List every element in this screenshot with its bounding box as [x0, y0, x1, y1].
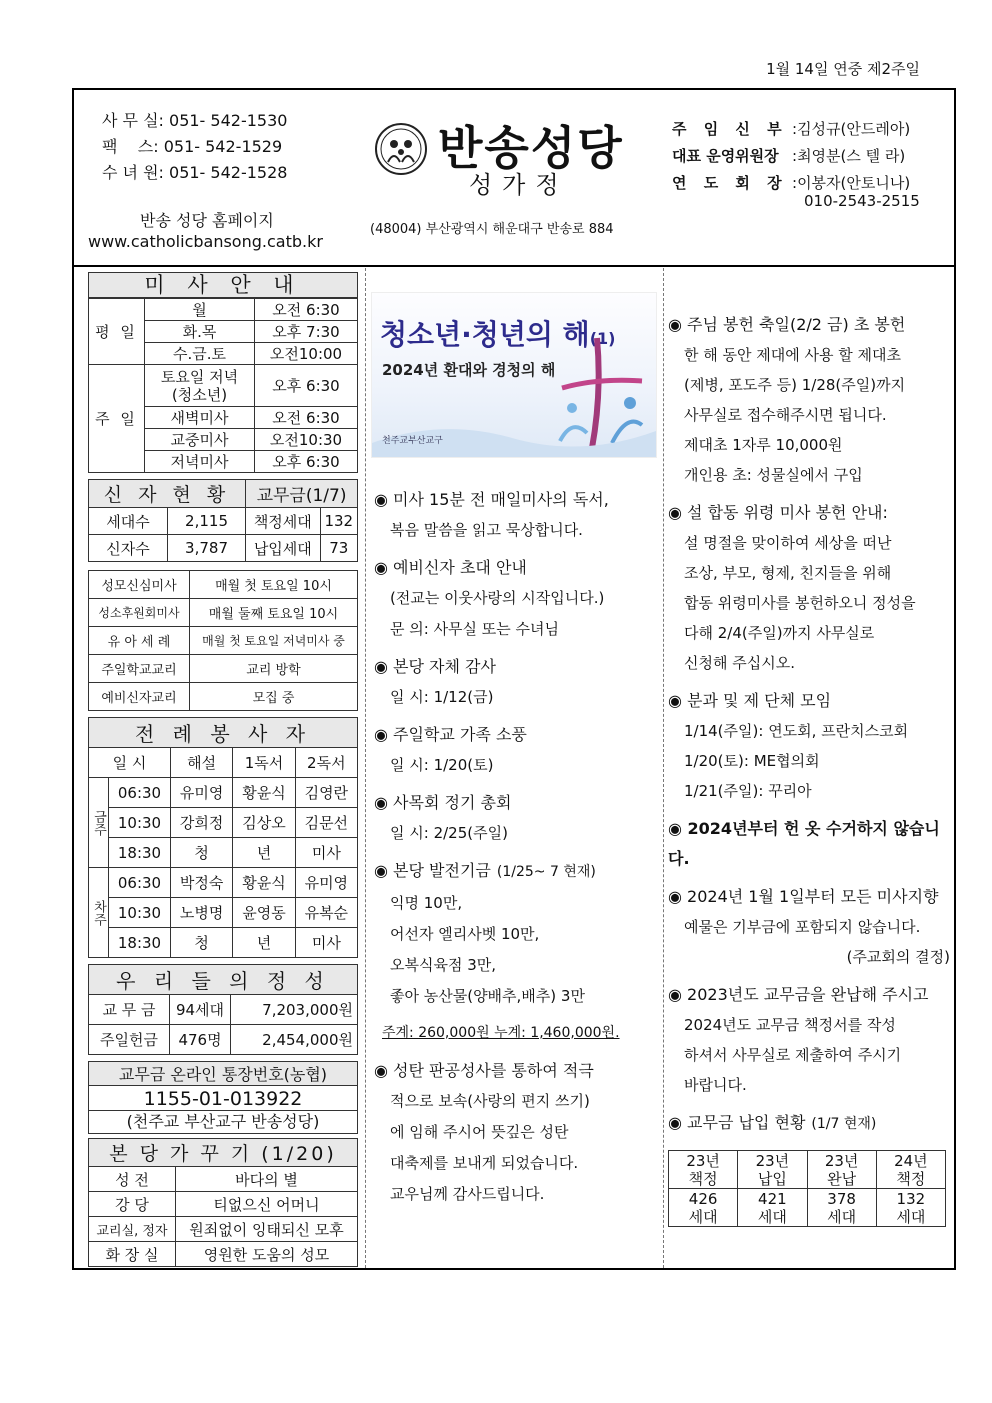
- notice-line: 신청해 주십시오.: [684, 654, 795, 672]
- mass-day: 토요일 저녁 (청소년): [145, 365, 255, 407]
- notice-line: 바랍니다.: [684, 1076, 747, 1094]
- notice-item: [668, 882, 950, 972]
- notice-line: (제병, 포도주 등) 1/28(주일)까지: [684, 376, 906, 394]
- church-address: (48004) 부산광역시 해운대구 반송로 884: [370, 222, 614, 237]
- notice-note: (1/7 현재): [811, 1116, 877, 1132]
- notice-title: ◉ 본당 자체 감사: [374, 657, 496, 676]
- notice-line: 다해 2/4(주일)까지 사무실로: [684, 624, 875, 642]
- church-name: 반송성당: [438, 121, 624, 175]
- server-cell: 18:30: [109, 838, 171, 868]
- church-subtitle: 성가정: [469, 171, 569, 199]
- member-value: 3,787: [168, 535, 246, 562]
- mass-day: 수.금.토: [145, 343, 255, 365]
- notice-line: 문 의: 사무실 또는 수녀님: [390, 620, 560, 638]
- notice-line: 사무실로 접수해주시면 됩니다.: [684, 406, 887, 424]
- notice-line: 오복식육점 3만,: [390, 956, 497, 974]
- mass-day: 월: [145, 299, 255, 321]
- mass-time: 오후 6:30: [255, 451, 358, 473]
- notice-item: [374, 855, 660, 1012]
- servers-header: 일 시: [89, 748, 171, 778]
- members-title: 신 자 현 황: [89, 480, 246, 508]
- fund-total: 주계: 260,000원 누계: 1,460,000원.: [382, 1025, 620, 1041]
- offering-count: 476명: [170, 1025, 231, 1055]
- member-value: 132: [320, 508, 357, 535]
- server-cell: 청: [170, 838, 232, 868]
- member-label: 책정세대: [246, 508, 320, 535]
- member-label: 세대수: [89, 508, 168, 535]
- offering-amount: 7,203,000원: [231, 995, 358, 1025]
- decor-name: 영원한 도움의 성모: [176, 1242, 358, 1267]
- offering-label: 교 무 금: [89, 995, 170, 1025]
- notice-line: 한 해 동안 제대에 사용 할 제대초: [684, 346, 901, 364]
- schedule-value: 매월 둘째 토요일 10시: [190, 599, 358, 627]
- notice-line: 설 명절을 맞이하여 세상을 떠난: [684, 534, 892, 552]
- dues-status-table: [668, 1150, 946, 1227]
- notice-line: 1/20(토): ME협의회: [684, 752, 820, 770]
- dues-value: 426 세대: [669, 1189, 738, 1227]
- member-label: 신자수: [89, 535, 168, 562]
- mass-day: 화.목: [145, 321, 255, 343]
- dues-value: 421 세대: [738, 1189, 807, 1227]
- notice-item: [668, 310, 950, 490]
- servers-table: [88, 717, 358, 958]
- account-table: [88, 1061, 358, 1134]
- notice-title: ◉ 2023년도 교무금을 완납해 주시고: [668, 985, 929, 1004]
- server-cell: 10:30: [109, 808, 171, 838]
- decor-title: 본 당 가 꾸 기 (1/20): [89, 1139, 358, 1167]
- server-cell: 유복순: [295, 898, 357, 928]
- member-value: 2,115: [168, 508, 246, 535]
- poster-org: 천주교부산교구: [382, 436, 443, 446]
- this-week-label: 금주: [89, 778, 109, 868]
- notice-title: ◉ 2024년 1월 1일부터 모든 미사지향: [668, 887, 939, 906]
- account-name: (천주교 부산교구 반송성당): [89, 1111, 358, 1134]
- notice-item: [668, 1108, 950, 1139]
- homepage-label: 반송 성당 홈페이지: [140, 211, 274, 230]
- dues-header: 24년 책정: [876, 1151, 945, 1189]
- server-cell: 강희정: [170, 808, 232, 838]
- notice-line: 에 임해 주시어 뜻깊은 성탄: [390, 1123, 569, 1141]
- notice-line: 좋아 농산물(양배추,배추) 3만: [390, 987, 585, 1005]
- mass-time: 오전 6:30: [255, 407, 358, 429]
- offering-label: 주일헌금: [89, 1025, 170, 1055]
- server-cell: 유미영: [295, 868, 357, 898]
- dues-title: 교무금(1/7): [246, 480, 358, 508]
- next-week-label: 차주: [89, 868, 109, 958]
- sunday-label: 주 일: [89, 365, 145, 473]
- notice-title: ◉ 분과 및 제 단체 모임: [668, 691, 832, 710]
- notice-title: ◉ 성탄 판공성사를 통하여 적극: [374, 1061, 594, 1080]
- mass-title: 미 사 안 내: [88, 272, 358, 298]
- dues-header: 23년 책정: [669, 1151, 738, 1189]
- notice-item: [374, 719, 660, 781]
- notice-title: ◉ 미사 15분 전 매일미사의 독서,: [374, 490, 609, 509]
- dues-header: 23년 완납: [807, 1151, 876, 1189]
- notice-line: 일 시: 1/12(금): [390, 688, 494, 706]
- decor-place: 교리실, 정자: [89, 1217, 176, 1242]
- notice-line: 개인용 초: 성물실에서 구입: [684, 466, 863, 484]
- column-divider-1: [365, 268, 366, 1268]
- notice-line: 조상, 부모, 형제, 친지들을 위해: [684, 564, 892, 582]
- notice-item: [374, 1018, 660, 1049]
- fax-phone: 팩 스: 051- 542-1529: [102, 137, 283, 156]
- poster-number: (1): [589, 329, 616, 348]
- dues-value: 132 세대: [876, 1189, 945, 1227]
- notice-title: ◉ 예비신자 초대 안내: [374, 558, 527, 577]
- notice-item: [374, 787, 660, 849]
- issue-date: 1월 14일 연중 제2주일: [766, 60, 920, 78]
- schedule-label: 주일학교교리: [89, 655, 190, 683]
- offering-count: 94세대: [170, 995, 231, 1025]
- decor-name: 티없으신 어머니: [176, 1192, 358, 1217]
- server-cell: 06:30: [109, 868, 171, 898]
- member-value: 73: [320, 535, 357, 562]
- server-cell: 황윤식: [233, 868, 295, 898]
- server-cell: 윤영동: [233, 898, 295, 928]
- notice-item: [668, 980, 950, 1100]
- offering-table: [88, 964, 358, 1055]
- notice-line: 일 시: 1/20(토): [390, 756, 494, 774]
- schedule-value: 모집 중: [190, 683, 358, 711]
- mass-table: [88, 298, 358, 473]
- decor-place: 화 장 실: [89, 1242, 176, 1267]
- notice-line: 복음 말씀을 읽고 묵상합니다.: [390, 521, 583, 539]
- parish-logo-icon: [374, 122, 428, 176]
- account-title: 교무금 온라인 통장번호(농협): [89, 1062, 358, 1086]
- server-cell: 미사: [295, 838, 357, 868]
- notice-title: ◉ 사목회 정기 총회: [374, 793, 512, 812]
- schedule-table: [88, 570, 358, 711]
- mass-day: 교중미사: [145, 429, 255, 451]
- offering-title: 우 리 들 의 정 성: [89, 965, 358, 995]
- notice-line: 예물은 기부금에 포함되지 않습니다.: [684, 918, 921, 936]
- notice-item: [374, 651, 660, 713]
- notice-line: (전교는 이웃사랑의 시작입니다.): [390, 589, 605, 607]
- schedule-label: 유 아 세 례: [89, 627, 190, 655]
- header-divider: [72, 265, 956, 267]
- schedule-label: 성소후원회미사: [89, 599, 190, 627]
- youth-year-poster: [371, 292, 657, 458]
- dues-header: 23년 납입: [738, 1151, 807, 1189]
- notice-line: 익명 10만,: [390, 894, 463, 912]
- notice-title: ◉ 본당 발전기금: [374, 861, 491, 880]
- notice-line: 1/21(주일): 꾸리아: [684, 782, 812, 800]
- servers-header: 1독서: [233, 748, 295, 778]
- decor-table: [88, 1138, 358, 1267]
- notice-line: 합동 위령미사를 봉헌하오니 정성을: [684, 594, 916, 612]
- server-cell: 유미영: [170, 778, 232, 808]
- server-cell: 년: [233, 838, 295, 868]
- schedule-value: 교리 방학: [190, 655, 358, 683]
- decor-place: 강 당: [89, 1192, 176, 1217]
- poster-subtitle: 2024년 환대와 경청의 해: [382, 361, 556, 379]
- server-cell: 18:30: [109, 928, 171, 958]
- account-number: 1155-01-013922: [89, 1086, 358, 1111]
- notice-title: ◉ 설 합동 위령 미사 봉헌 안내:: [668, 503, 888, 522]
- schedule-value: 매월 첫 토요일 10시: [190, 571, 358, 599]
- notice-line: 교우님께 감사드립니다.: [390, 1185, 545, 1203]
- left-column: [88, 272, 358, 1267]
- server-cell: 06:30: [109, 778, 171, 808]
- notice-item: [668, 498, 950, 678]
- schedule-value: 매월 첫 토요일 저녁미사 중: [190, 627, 358, 655]
- notice-line: 1/14(주일): 연도회, 프란치스코회: [684, 722, 909, 740]
- notice-item: [668, 814, 950, 874]
- column-divider-2: [663, 268, 664, 1268]
- servers-header: 해설: [170, 748, 232, 778]
- notice-item: [374, 1055, 660, 1210]
- notice-title: ◉ 주일학교 가족 소풍: [374, 725, 527, 744]
- convent-phone: 수 녀 원: 051- 542-1528: [102, 163, 288, 182]
- server-cell: 김상오: [233, 808, 295, 838]
- server-cell: 황윤식: [233, 778, 295, 808]
- notice-line: 대축제를 보내게 되었습니다.: [390, 1154, 579, 1172]
- decor-name: 원죄없이 잉태되신 모후: [176, 1217, 358, 1242]
- server-cell: 청: [170, 928, 232, 958]
- servers-title: 전 례 봉 사 자: [89, 718, 358, 748]
- weekday-label: 평 일: [89, 299, 145, 365]
- staff-phone: 010-2543-2515: [804, 192, 920, 210]
- mass-time: 오전 6:30: [255, 299, 358, 321]
- decor-name: 바다의 별: [176, 1167, 358, 1192]
- notice-line: 2024년도 교무금 책정서를 작성: [684, 1016, 896, 1034]
- dues-value: 378 세대: [807, 1189, 876, 1227]
- mass-time: 오전10:30: [255, 429, 358, 451]
- members-table: [88, 479, 358, 562]
- server-cell: 미사: [295, 928, 357, 958]
- notice-title: ◉ 교무금 납입 현황: [668, 1113, 806, 1132]
- server-cell: 김영란: [295, 778, 357, 808]
- server-cell: 년: [233, 928, 295, 958]
- mass-time: 오후 6:30: [255, 365, 358, 407]
- server-cell: 노병명: [170, 898, 232, 928]
- right-column: [668, 310, 950, 1147]
- notice-item: [374, 552, 660, 645]
- poster-title: 청소년·청년의 해: [380, 318, 590, 351]
- member-label: 납입세대: [246, 535, 320, 562]
- staff-list: 주 임 신 부 :김성규(안드레아) 대표 운영위원장 :최영분(스 텔 라) 연 도 회 장 :이봉자(안토니나): [672, 120, 911, 192]
- middle-column: [374, 484, 660, 1216]
- notice-note: (1/25~ 7 현재): [496, 864, 596, 880]
- mass-time: 오전10:00: [255, 343, 358, 365]
- homepage-url[interactable]: www.catholicbansong.catb.kr: [88, 232, 323, 251]
- mass-day: 새벽미사: [145, 407, 255, 429]
- server-cell: 김문선: [295, 808, 357, 838]
- notice-title: ◉ 2024년부터 헌 옷 수거하지 않습니다.: [668, 819, 940, 868]
- server-cell: 박정숙: [170, 868, 232, 898]
- servers-header: 2독서: [295, 748, 357, 778]
- schedule-label: 성모신심미사: [89, 571, 190, 599]
- decor-place: 성 전: [89, 1167, 176, 1192]
- notice-line: 일 시: 2/25(주일): [390, 824, 508, 842]
- office-phone: 사 무 실: 051- 542-1530: [102, 111, 288, 130]
- notice-title: ◉ 주님 봉헌 축일(2/2 금) 초 봉헌: [668, 315, 906, 334]
- notice-line: 제대초 1자루 10,000원: [684, 436, 843, 454]
- notice-line: 하셔서 사무실로 제출하여 주시기: [684, 1046, 902, 1064]
- server-cell: 10:30: [109, 898, 171, 928]
- mass-day: 저녁미사: [145, 451, 255, 473]
- notice-line: (주교회의 결정): [846, 948, 950, 966]
- notice-line: 어선자 엘리사벳 10만,: [390, 925, 540, 943]
- notice-line: 적으로 보속(사랑의 편지 쓰기): [390, 1092, 590, 1110]
- schedule-label: 예비신자교리: [89, 683, 190, 711]
- offering-amount: 2,454,000원: [231, 1025, 358, 1055]
- mass-time: 오후 7:30: [255, 321, 358, 343]
- notice-item: [668, 686, 950, 806]
- notice-item: [374, 484, 660, 546]
